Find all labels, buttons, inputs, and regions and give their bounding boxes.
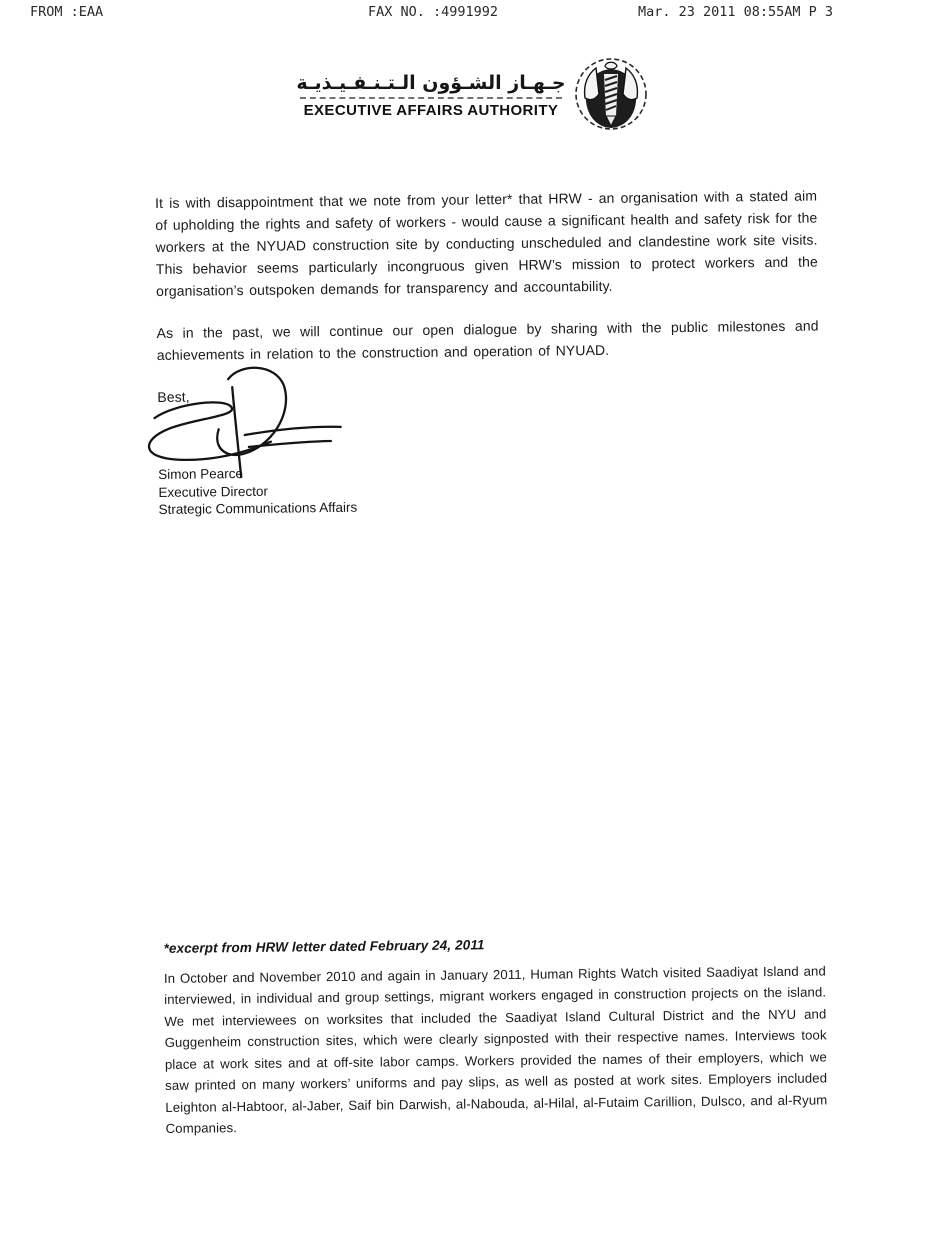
letterhead (0, 56, 946, 132)
fax-from: FROM :EAA (30, 4, 104, 20)
fax-transmission-header (0, 4, 946, 24)
signature-area (157, 400, 820, 466)
letter-paragraph-2: As in the past, we will continue our open dialogue by sharing with the public milestones and achievements in relation to the construction and operation of NYUAD. (156, 317, 819, 363)
authority-name-english: EXECUTIVE AFFAIRS AUTHORITY (303, 102, 559, 119)
letter-closing: Best, (157, 388, 190, 405)
signer-name: Simon Pearce (158, 466, 244, 482)
signature-block (158, 458, 821, 518)
signer-title-2: Strategic Communications Affairs (158, 499, 358, 517)
letter-paragraph-1: It is with disappointment that we note from your letter* that HRW - an organisation with a stated aim of upholding the rights and safety of workers - would cause a significant health and safety risk for the workers at the NYUAD construction site by conducting unscheduled and clandestine work site visits. This behavior seems particularly incongruous given HRW’s mission to protect workers and the organisation’s outspoken demands for transparency and accountability. (155, 187, 818, 299)
signer-title-1: Executive Director (158, 483, 269, 500)
letterhead-text (296, 72, 565, 119)
fax-datetime: Mar. 23 2011 08:55AM P 3 (638, 4, 834, 20)
letterhead-divider (300, 97, 561, 99)
falcon-emblem-icon (572, 54, 650, 132)
footnote-heading: *excerpt from HRW letter dated February 24, 2011 (163, 936, 485, 956)
footnote-paragraph: In October and November 2010 and again in January 2011, Human Rights Watch visited Saadiyat Island and interviewed, in individual and group settings, migrant workers engaged in construction projects on the island. We met interviewees on worksites that included the Saadiyat Island Cultural District and the NYU and Guggenheim construction sites, which were clearly signposted with their respective names. Interviews took place at work sites and at off-site labor camps. Workers provided the names of their employers, which we saw printed on many workers’ uniforms and pay slips, as well as posted at work sites. Employers included Leighton al-Habtoor, al-Jaber, Saif bin Darwish, al-Nabouda, al-Hilal, al-Futaim Carillion, Dulsco, and al-Ryum Companies. (163, 962, 828, 1136)
fax-number: FAX NO. :4991992 (368, 4, 499, 20)
letter-content (155, 184, 828, 1139)
authority-name-arabic: جـهـاز الشـؤون الـتـنـفـيـذيـة (296, 72, 566, 94)
